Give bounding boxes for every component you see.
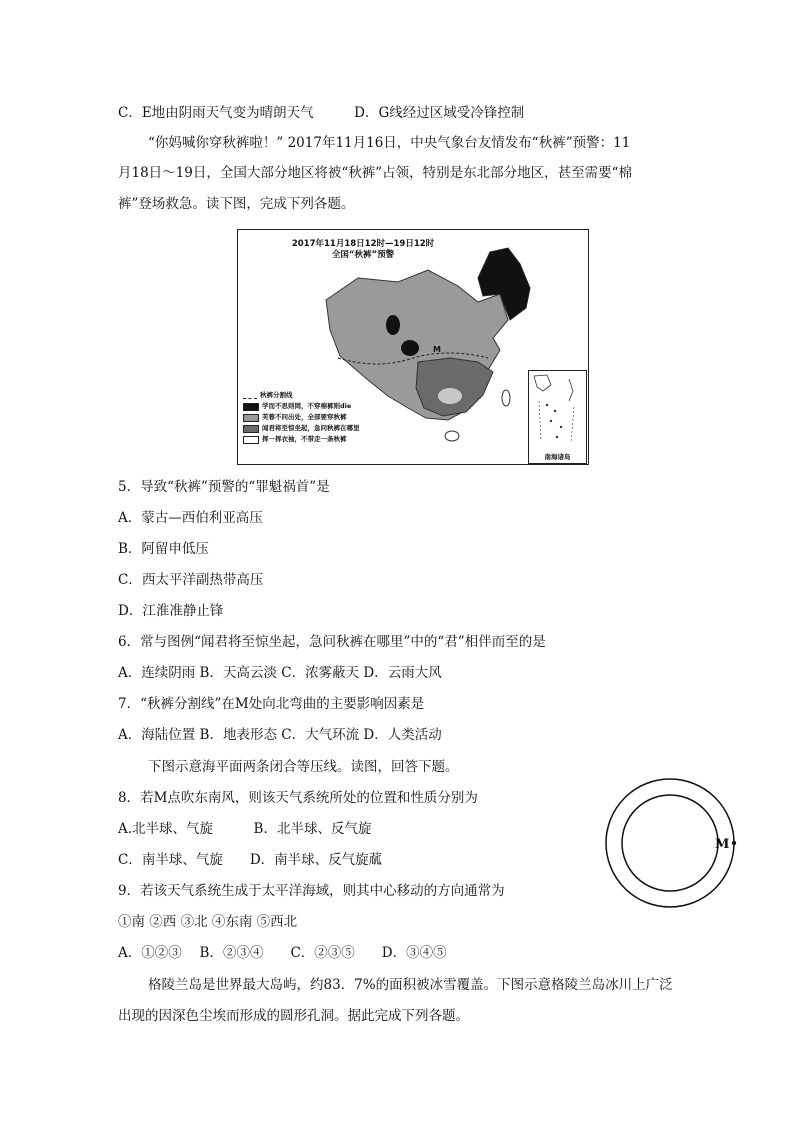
legend-row	[243, 390, 360, 401]
text-intro3-1: 格陵兰岛是世界最大岛屿，约83．7%的面积被冰雪覆盖。下图示意格陵兰岛冰川上广泛	[148, 977, 673, 993]
inner-isobar	[622, 795, 718, 891]
legend-label: 闻君将至惊坐起，急问秋裤在哪里	[262, 424, 360, 432]
map-title-line1: 2017年11月18日12时—19日12时	[291, 239, 435, 249]
inset-drawing	[529, 371, 586, 451]
text-q5-c: C．西太平洋副热带高压	[118, 572, 264, 588]
legend-label: 学而不思则罔，不穿棉裤则die	[262, 402, 352, 410]
text-q9-items: ①南 ②西 ③北 ④东南 ⑤西北	[118, 914, 298, 930]
legend-label: 挥一挥衣袖，不带走一条秋裤	[262, 435, 347, 443]
legend-label: 芙蓉不问出处，全部要穿秋裤	[262, 413, 347, 421]
text-q9: 9．若该天气系统生成于太平洋海域，则其中心移动的方向通常为	[118, 883, 505, 899]
text-intro-2: 月18日～19日，全国大部分地区将被“秋裤”占领，特别是东北部分地区，甚至需要“棉	[118, 165, 633, 181]
text-q5-d: D．江淮准静止锋	[118, 603, 224, 619]
map-region-black-spot-2	[401, 340, 419, 356]
text-q4-options: C．E地由阴雨天气变为晴朗天气 D．G线经过区域受冷锋控制	[118, 105, 525, 121]
south-china-sea-inset	[528, 370, 587, 464]
text-q5: 5．导致“秋裤”预警的“罪魁祸首”是	[118, 479, 330, 495]
text-q6-opts: A．连续阴雨 B．天高云淡 C．浓雾蔽天 D．云雨大风	[118, 665, 442, 681]
map-island-taiwan	[502, 390, 510, 406]
map-marker-m: M	[433, 345, 441, 354]
text-q6: 6．常与图例“闻君将至惊坐起，急问秋裤在哪里”中的“君”相伴而至的是	[118, 634, 546, 650]
text-intro-3: 裤”登场救急。读下图，完成下列各题。	[118, 196, 355, 212]
map-island-hainan	[445, 431, 459, 441]
point-m-label: M	[715, 837, 730, 852]
text-q8-ab: A.北半球、气旋 B．北半球、反气旋	[118, 821, 372, 837]
point-m-dot	[732, 841, 736, 845]
text-q8: 8．若M点吹东南风，则该天气系统所处的位置和性质分别为	[118, 790, 478, 806]
text-intro3-2: 出现的因深色尘埃而形成的圆形孔洞。据此完成下列各题。	[118, 1008, 469, 1024]
inset-label: 南海诸岛	[544, 453, 571, 461]
legend-row	[243, 401, 360, 412]
china-warning-map	[237, 229, 589, 465]
text-q5-a: A．蒙古—西伯利亚高压	[118, 510, 263, 526]
legend-row	[243, 434, 360, 445]
text-q9-opts: A．①②③ B．②③④ C．②③⑤ D．③④⑤	[118, 945, 447, 961]
map-region-light-spot	[438, 388, 462, 404]
map-region-black-spot-1	[386, 315, 400, 335]
legend-row	[243, 412, 360, 423]
text-q5-b: B．阿留申低压	[118, 541, 209, 557]
map-region-dark	[416, 358, 493, 416]
map-title-line2: 全国“秋裤”预警	[331, 250, 395, 260]
map-legend	[243, 390, 360, 445]
text-q8-cd: C．南半球、气旋 D．南半球、反气旋蓏	[118, 852, 383, 868]
text-intro-1: “你妈喊你穿秋裤啦！” 2017年11月16日，中央气象台友情发布“秋裤”预警：11	[148, 135, 631, 151]
text-q7: 7．“秋裤分割线”在M处向北弯曲的主要影响因素是	[118, 696, 425, 712]
legend-label: 秋裤分割线	[260, 391, 293, 399]
legend-row	[243, 423, 360, 434]
isobar-diagram	[604, 776, 744, 910]
text-q7-opts: A．海陆位置 B．地表形态 C．大气环流 D．人类活动	[118, 727, 442, 743]
text-intro2: 下图示意海平面两条闭合等压线。读图，回答下题。	[148, 759, 459, 775]
